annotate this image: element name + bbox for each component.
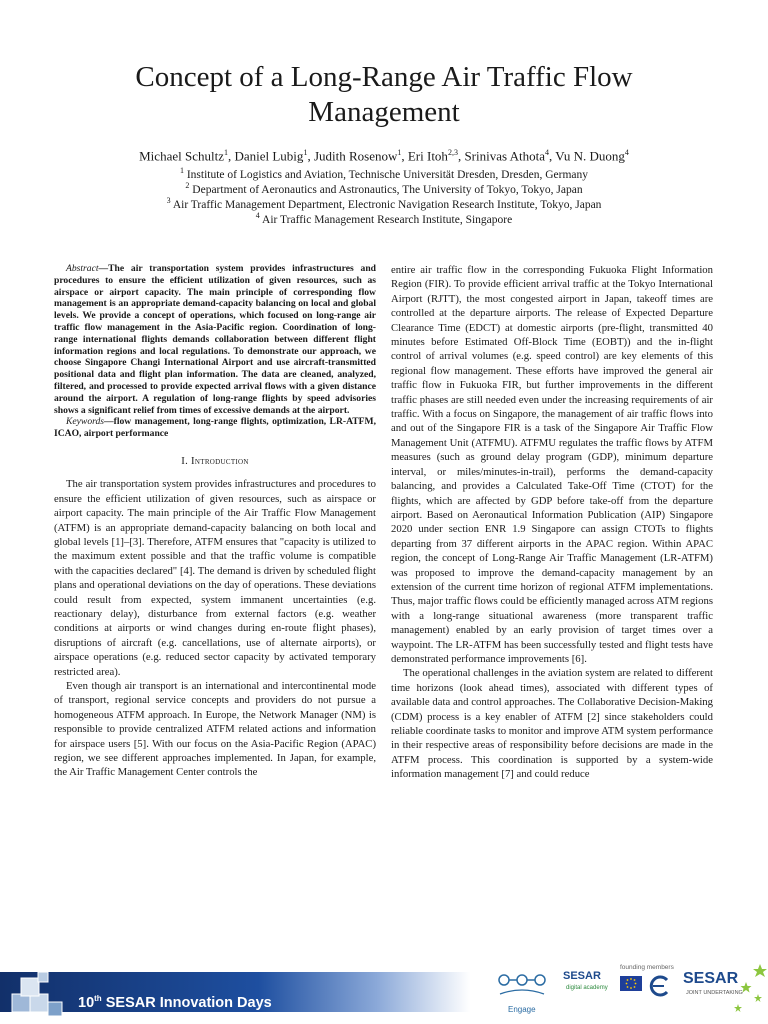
sesar-academy-logo: SESAR [563, 970, 601, 982]
eurocontrol-logo-icon [648, 974, 672, 998]
sesar-ju-logo: SESAR [683, 970, 739, 987]
author-affiliation-mark: 1 [303, 148, 308, 157]
keywords [54, 416, 376, 440]
affiliation-number: 3 [166, 196, 171, 205]
affiliation-number: 2 [185, 181, 190, 190]
affiliation-text: Air Traffic Management Research Institute, Singapore [262, 213, 513, 226]
conference-banner [0, 972, 470, 1012]
keywords-label: Keywords [66, 416, 105, 428]
keywords-text: —flow management, long-range flights, optimization, LR-ATFM, ICAO, airport performance [54, 416, 376, 440]
intro-paragraph-3: entire air traffic flow in the corresponding Fukuoka Flight Information Region (FIR). To provide efficient arrival traffic at the Tokyo International Airport (RJTT), the most congested airport in Japan, takeoff times are controlled at the departure airports. The release of Expected Departure Clearance Time (EDCT) at domestic airports (pre-flight, transmitted 40 minutes before Estimated Off-Block Time (EOBT)) and the in-flight control of arrival volumes (e.g. speed control) are key elements of this regional flow management. These efforts have improved the general air traffic flow in Fukuoka FIR, but further improvements in the different traffic phases are still needed even under the increasing requirements of air traffic. With a focus on Singapore, the management of air traffic flows into and out of the Singapore FIR is a task of the Singapore Air Traffic Flow Management Unit (ATFMU). ATFMU regulates the traffic flows by ATFM measures (such as ground delay program (GDP), minimum departure interval, or miles/minutes-in-trail), performs the demand-capacity balancing, and provides a Calculated Take-Off Time (CTOT) for the flights, which are affected by GDP before take-off from the departure airport. Based on Aeronautical Information Publication (AIP) Singapore 2020 under section ENR 1.9 Singapore can assign CTOTs to flights departing from 37 different airports in the APAC region. Within APAC region, the concept of Long-Range Air Traffic Management (LR-ATFM) was proposed to improve the demand-capacity management by an extension of the current time horizon of regional ATFM implementations. Thus, major traffic flows could be efficiently managed across ATM regions with a long-range situational awareness (more transparent traffic management) enabled by an early provision of target times over a waypoint. The LR-ATFM has been successfully tested and flight tests have demonstrated performance improvements [6]. [391, 264, 713, 665]
author-name: Srinivas Athota [464, 148, 545, 164]
author-name: Daniel Lubig [234, 148, 304, 164]
author-affiliation-mark: 4 [544, 148, 549, 157]
author-name: Vu N. Duong [555, 148, 625, 164]
author-affiliation-mark: 2,3 [447, 148, 458, 157]
cube-stack-icon [8, 972, 70, 1024]
section-title: Introduction [191, 454, 249, 467]
section-number: I. [181, 454, 189, 467]
affiliation-text: Institute of Logistics and Aviation, Technische Universität Dresden, Dresden, Germany [186, 168, 589, 181]
affiliation-line [40, 208, 728, 228]
right-column [391, 263, 713, 782]
abstract [54, 263, 376, 416]
author-list: Michael Schultz$^1$, Daniel Lubig$^1$, Judith Rosenow$^1$, Eri Itoh$^{2,3}$, Srinivas Athota$^4$, Vu N. Duong$^4$ [139, 148, 629, 164]
engage-label: Engage [508, 1005, 536, 1014]
affiliation-text: Department of Aeronautics and Astronautics, The University of Tokyo, Tokyo, Japan [192, 183, 583, 196]
banner-ordinal-suffix: th [94, 994, 102, 1003]
abstract-text: —The air transportation system provides infrastructures and procedures to ensure the efficient utilization of given resources, such as airspace or airport capacity. The main principle of corresponding flow management is an appropriate demand-capacity balancing on local and global levels. We provide a concept of operations, which focused on long-range air traffic flow management in the Asia-Pacific region. Coordination of long-range international flights demands collaboration between different flight information regions and local regulations. To demonstrate our approach, we choose Singapore Changi International Airport and use aircraft-transmitted positional data and flight plan information. The data are cleaned, analyzed, filtered, and processed to provide expected arrival flows with a given distance around the airport. A regulation of long-range flights by speed advisories shows a significant relief from times of excessive demands at the airport. [54, 263, 376, 416]
author-affiliation-mark: 4 [624, 148, 629, 157]
paper-title: Concept of a Long-Range Air Traffic Flow Management [135, 61, 633, 128]
banner-ordinal: 10 [78, 994, 95, 1011]
intro-paragraph-4: The operational challenges in the aviation system are related to different time horizons (look ahead times), associated with different types of available data and control approaches. The Collaborative Decision-Making (CDM) process is a key enabler of ATFM [2] since stakeholders could reliable coordinate tasks to monitor and improve ATM system performance in their respective areas of responsibility before decisions are made in the ATFM process. This coordination is supported by a system-wide information management [7] and could reduce [391, 667, 713, 781]
author-name: Judith Rosenow [313, 148, 398, 164]
affiliation-text: Air Traffic Management Department, Electronic Navigation Research Institute, Tokyo, Japan [172, 198, 602, 211]
engage-logo-icon [494, 966, 550, 1006]
intro-paragraph-1: The air transportation system provides infrastructures and procedures to ensure the efficient utilization of given resources, such as airspace or airport capacity. The main principle of the Air Traffic Flow Management (ATFM) is an appropriate demand-capacity balancing on both local and global levels [1]–[3]. Therefore, ATFM ensures that "capacity is utilized to the maximum extent possible and that the traffic volume is compatible with the capacities declared" [4]. The demand is driven by scheduled flight plans and operational deviations on the day of operations. These deviations could result from expected, system immanent uncertainties (e.g. reactionary delay), disturbance from external factors (e.g. weather conditions at airports or wind changes during en-route flight phases), disruptions of aircraft (e.g. cancellations, use of alternate airports), or airspace operations (e.g. reduced sector capacity by activated temporary restricted area). [54, 478, 376, 678]
section-heading-introduction [54, 454, 376, 468]
founding-members-label: founding members [620, 964, 674, 971]
author-name: Michael Schultz [139, 148, 224, 164]
left-column [54, 263, 376, 780]
abstract-label: Abstract [66, 263, 99, 274]
author-name: Eri Itoh [407, 148, 448, 164]
author-affiliation-mark: 1 [223, 148, 228, 157]
eu-flag-icon [620, 976, 642, 991]
sesar-ju-subtitle: JOINT UNDERTAKING [686, 990, 743, 996]
affiliation-number: 4 [255, 211, 260, 220]
sesar-academy-subtitle: digital academy [566, 985, 608, 991]
author-affiliation-mark: 1 [397, 148, 402, 157]
affiliation-number: 1 [179, 166, 184, 175]
intro-paragraph-2: Even though air transport is an international and intercontinental mode of transport, regional service concepts and providers do not pursue a homogeneous ATFM approach. In Europe, the Network Manager (NM) is responsible to provide centralized ATFM related actions and information for airspace users [5]. With our focus on the Asia-Pacific Region (APAC) region, we see different approaches implemented. In Japan, for example, the Air Traffic Management Center controls the [54, 680, 376, 779]
star-swirl-icon [732, 960, 768, 1016]
banner-text: SESAR Innovation Days [105, 994, 272, 1011]
banner-title [78, 994, 272, 1011]
